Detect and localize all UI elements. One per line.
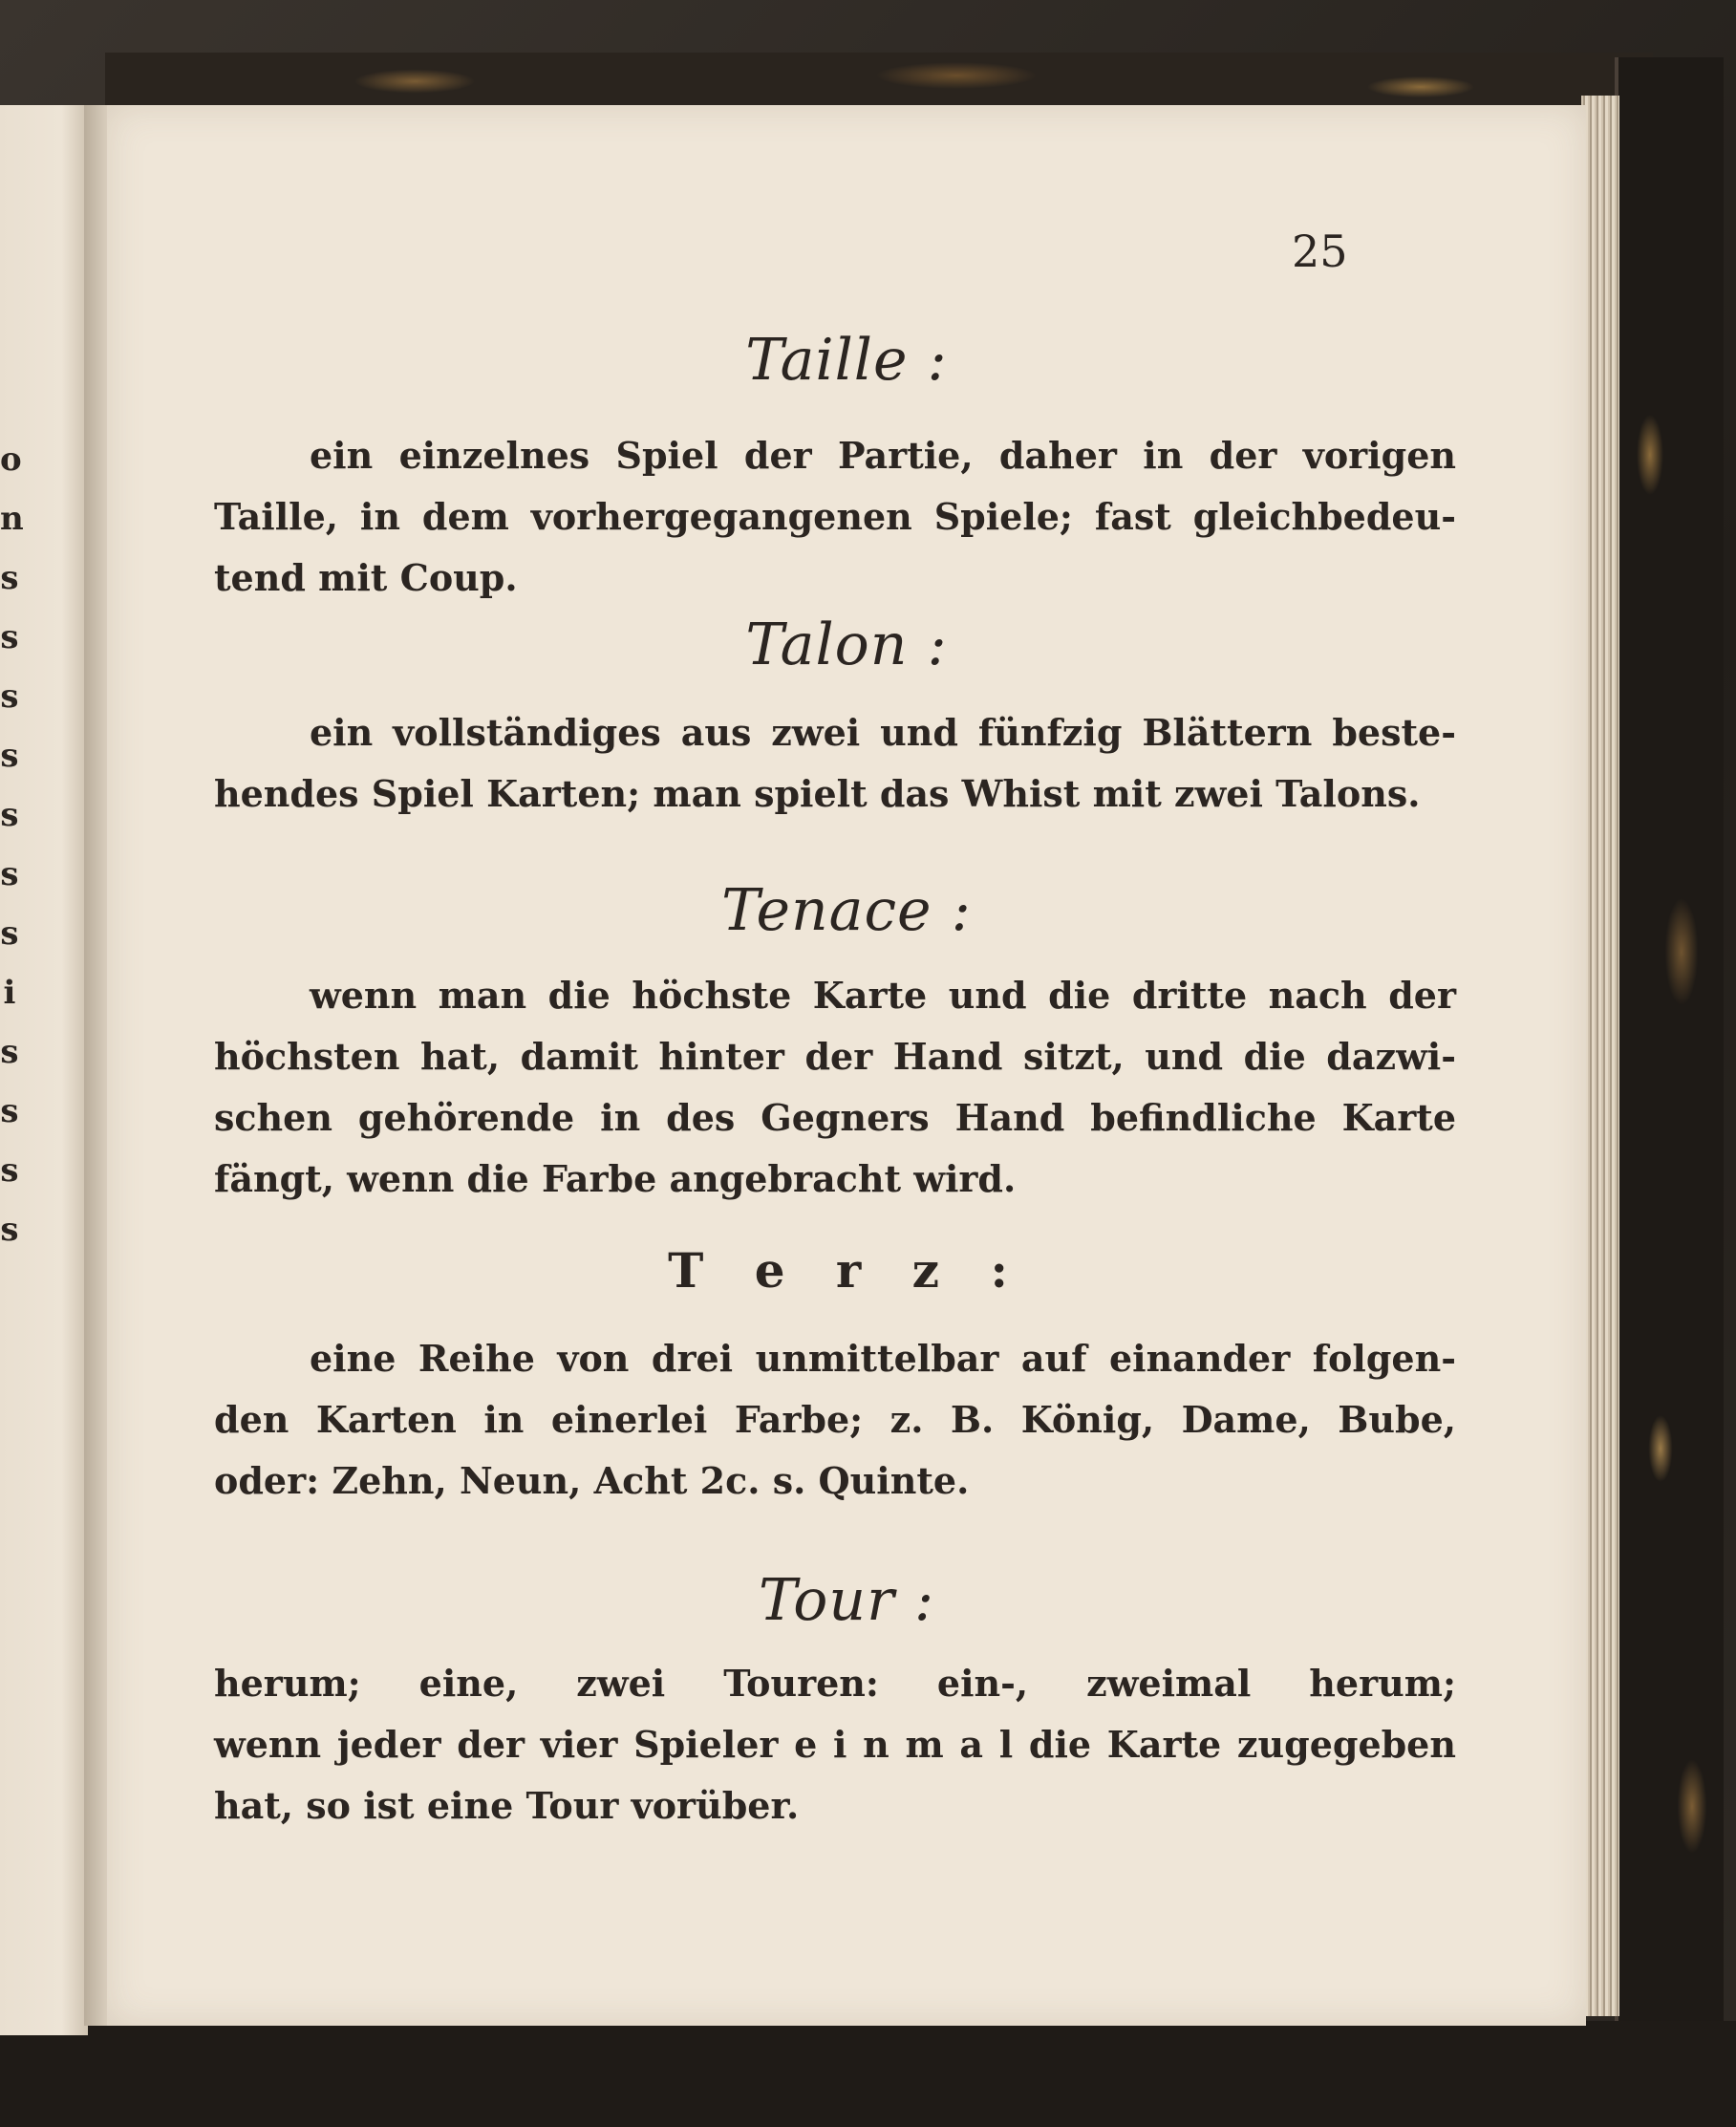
fragment: s [0,1211,19,1249]
fragment: s [0,1033,19,1071]
text-line: tend mit Coup. [214,556,518,599]
fragment: s [0,914,19,953]
fragment: o [0,440,22,479]
text-line: ein einzelnes Spiel der Partie, daher in der vorigen [310,434,1456,477]
text-line: hendes Spiel Karten; man spielt das Whist mit zwei Talons. [214,772,1421,815]
book-cover-right-edge [1615,57,1724,2045]
text-line: höchsten hat, damit hinter der Hand sitzt, und die dazwi- [214,1035,1456,1078]
text-line: wenn man die höchste Karte und die dritte nach der [310,974,1456,1017]
entry-body-terz [214,1328,1456,1512]
fragment: s [0,677,19,716]
book-cover-bottom-edge [0,2021,1736,2127]
text-line: fängt, wenn die Farbe angebracht wird. [214,1157,1017,1200]
text-line: den Karten in einerlei Farbe; z. B. König, Dame, Bube, [214,1398,1456,1441]
text-line: eine Reihe von drei unmittelbar auf einander folgen- [310,1337,1456,1380]
text-line: herum; eine, zwei Touren: ein-, zweimal herum; [214,1662,1456,1705]
fragment: n [0,500,24,538]
entry-body-taille [214,425,1456,609]
fragment: s [0,1092,19,1130]
page-edges-stack [1581,96,1619,2016]
entry-body-tour [214,1653,1456,1837]
entry-heading-terz: T e r z : [668,1242,1025,1299]
text-line: oder: Zehn, Neun, Acht 2c. s. Quinte. [214,1459,970,1502]
text-line: schen gehörende in des Gegners Hand befindliche Karte [214,1096,1456,1139]
fragment: s [0,796,19,834]
fragment: i [3,974,16,1012]
text-line: hat, so ist eine Tour vorüber. [214,1784,800,1827]
fragment: s [0,618,19,656]
book-page [107,105,1586,2026]
previous-page-sliver [0,105,88,2035]
entry-body-tenace [214,965,1456,1210]
fragment: s [0,559,19,597]
entry-heading-talon: Talon : [745,612,948,678]
book-cover-top-edge [105,53,1653,110]
page-number: 25 [1292,226,1348,277]
fragment: s [0,737,19,775]
entry-body-talon [214,702,1456,825]
text-line: wenn jeder der vier Spieler e i n m a l die Karte zugegeben [214,1723,1456,1766]
entry-heading-tenace: Tenace : [721,877,972,944]
fragment: s [0,1151,19,1190]
text-line: ein vollständiges aus zwei und fünfzig Blättern beste- [310,711,1456,754]
entry-heading-taille: Taille : [745,327,948,394]
text-line: Taille, in dem vorhergegangenen Spiele; fast gleichbedeu- [214,495,1456,538]
fragment: s [0,855,19,893]
entry-heading-tour: Tour : [758,1567,935,1634]
previous-page-text-fragments [0,430,24,1259]
